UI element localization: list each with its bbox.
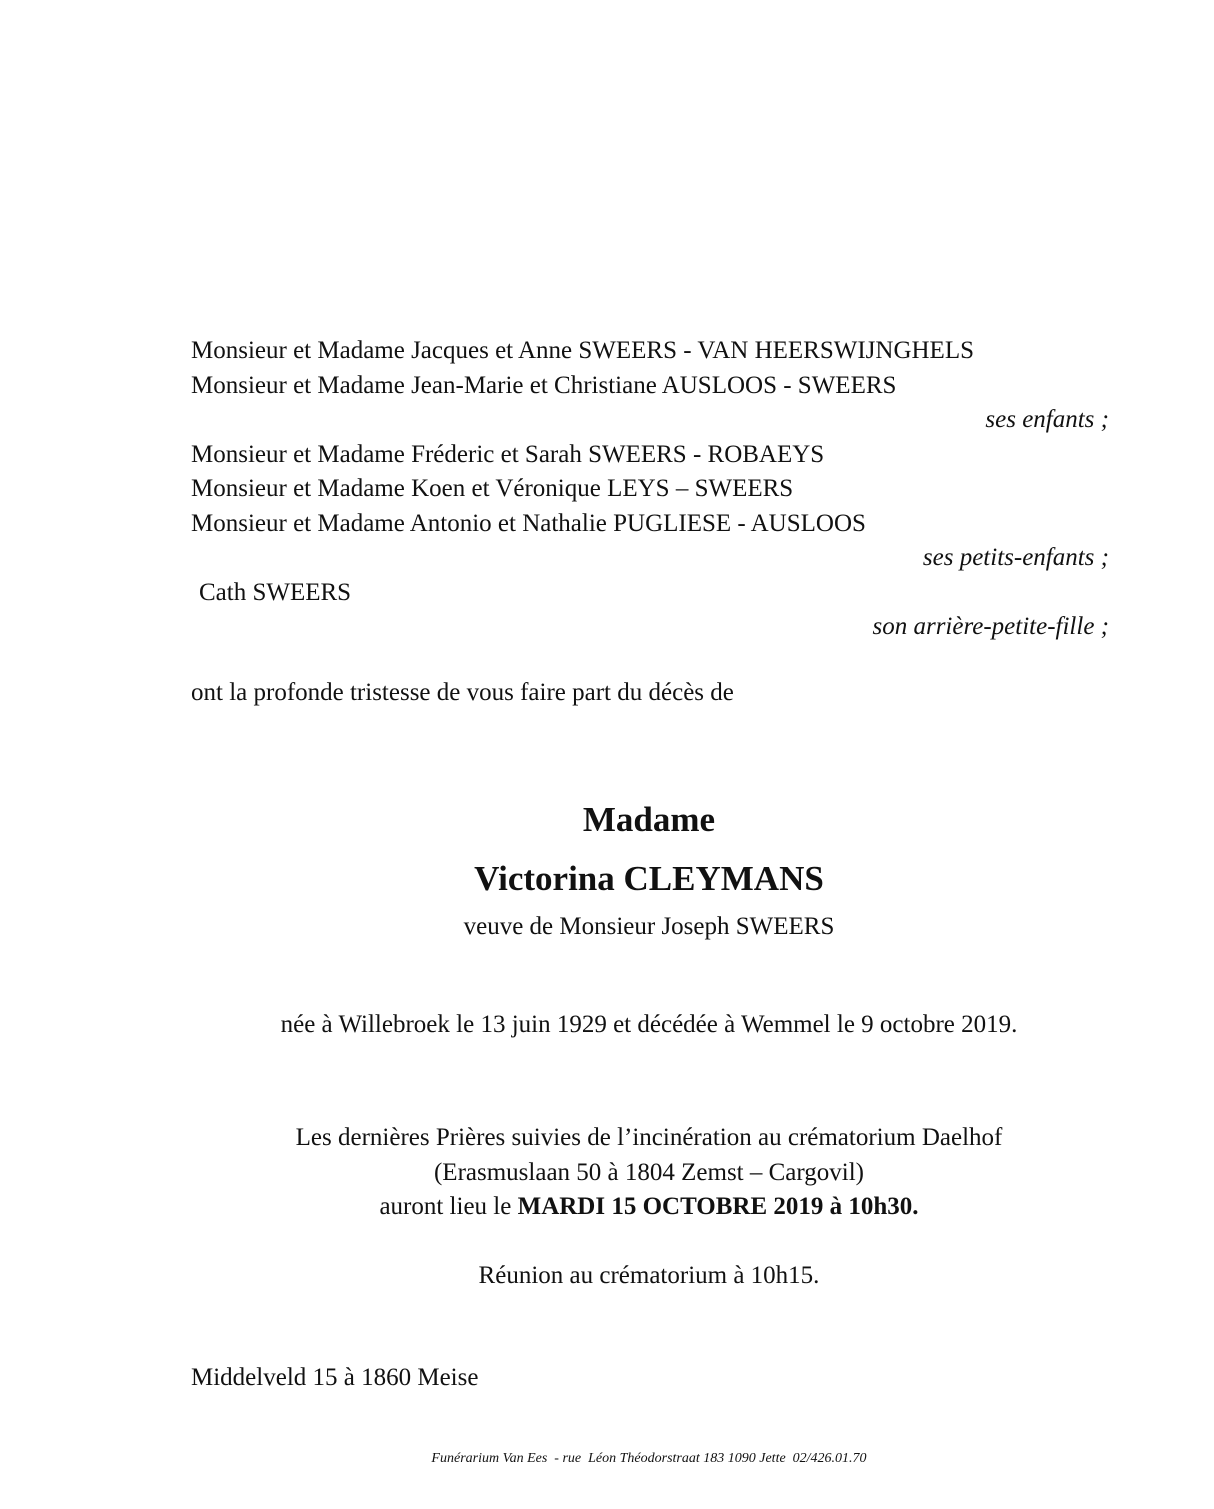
- child-line: Monsieur et Madame Jean-Marie et Christiane AUSLOOS - SWEERS: [191, 371, 897, 399]
- children-role: ses enfants ;: [985, 406, 1109, 433]
- ceremony-date: MARDI 15 OCTOBRE 2019 à 10h30.: [517, 1193, 919, 1220]
- grandchild-line: Monsieur et Madame Koen et Véronique LEYS – SWEERS: [191, 475, 794, 502]
- great-grandchild-line: Cath SWEERS: [199, 578, 352, 606]
- grandchildren-role: ses petits-enfants ;: [922, 544, 1109, 571]
- ceremony-line-2: (Erasmuslaan 50 à 1804 Zemst – Cargovil): [433, 1158, 864, 1186]
- ceremony-details: [0, 1121, 1214, 1225]
- meeting-text: Réunion au crématorium à 10h15.: [478, 1262, 820, 1289]
- deceased-honorific: Madame: [582, 800, 716, 839]
- ceremony-line-3: [0, 1190, 1214, 1225]
- grandchild-line: Monsieur et Madame Antonio et Nathalie PUGLIESE - AUSLOOS: [191, 509, 866, 537]
- announcement-text: ont la profonde tristesse de vous faire part du décès de: [191, 679, 734, 706]
- widow-of-text: veuve de Monsieur Joseph SWEERS: [463, 913, 835, 940]
- birth-death-text: née à Willebroek le 13 juin 1929 et décédée à Wemmel le 9 octobre 2019.: [280, 1011, 1018, 1038]
- deceased-name: Victorina CLEYMANS: [474, 859, 824, 898]
- funeral-home-footer: Funérarium Van Ees - rue Léon Théodorstraat 183 1090 Jette 02/426.01.70: [431, 1451, 867, 1466]
- home-address: Middelveld 15 à 1860 Meise: [191, 1364, 479, 1391]
- great-grandchildren-role: son arrière-petite-fille ;: [872, 613, 1109, 640]
- ceremony-line-1: Les dernières Prières suivies de l’incinération au crématorium Daelhof: [295, 1124, 1003, 1151]
- grandchild-line: Monsieur et Madame Fréderic et Sarah SWEERS - ROBAEYS: [191, 440, 825, 468]
- family-list: [191, 334, 1109, 645]
- child-line: Monsieur et Madame Jacques et Anne SWEERS - VAN HEERSWIJNGHELS: [191, 337, 975, 364]
- ceremony-date-prefix: auront lieu le: [379, 1193, 518, 1220]
